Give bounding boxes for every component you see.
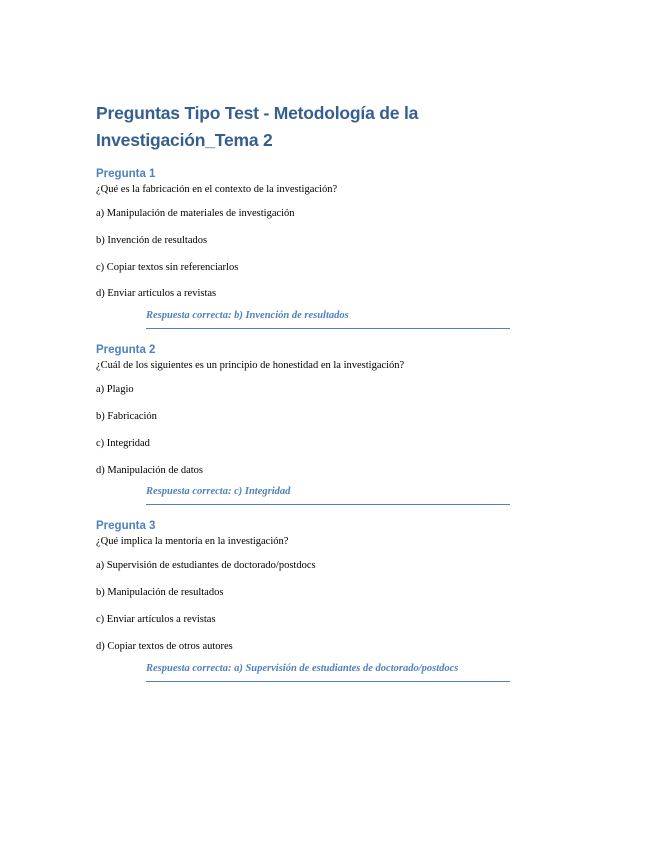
answer-option: b) Fabricación: [96, 410, 157, 422]
question-text: ¿Qué implica la mentoría en la investigación?: [96, 536, 289, 548]
question-heading: Pregunta 1: [96, 168, 156, 180]
answer-option: c) Copiar textos sin referenciarlos: [96, 261, 239, 273]
correct-answer: Respuesta correcta: a) Supervisión de estudiantes de doctorado/postdocs: [146, 661, 510, 682]
correct-answer: Respuesta correcta: c) Integridad: [146, 484, 510, 505]
answer-option: a) Supervisión de estudiantes de doctorado/postdocs: [96, 560, 316, 572]
answer-option: c) Enviar artículos a revistas: [96, 613, 216, 625]
question-text: ¿Cuál de los siguientes es un principio de honestidad en la investigación?: [96, 360, 405, 372]
answer-option: d) Manipulación de datos: [96, 464, 204, 476]
answer-option: d) Enviar artículos a revistas: [96, 288, 217, 300]
question-heading: Pregunta 3: [96, 520, 156, 533]
question-heading: Pregunta 2: [96, 344, 156, 357]
answer-option: a) Plagio: [96, 384, 134, 396]
correct-answer: Respuesta correcta: b) Invención de resultados: [146, 308, 510, 329]
question-block: [96, 519, 516, 681]
answer-option: c) Integridad: [96, 437, 150, 449]
page-title: Preguntas Tipo Test - Metodología de la Investigación_Tema 2: [96, 103, 419, 150]
answer-option: b) Invención de resultados: [96, 234, 208, 246]
question-text: ¿Qué es la fabricación en el contexto de la investigación?: [96, 184, 338, 195]
document-page: [96, 100, 516, 696]
answer-option: b) Manipulación de resultados: [96, 587, 224, 599]
answer-option: d) Copiar textos de otros autores: [96, 640, 233, 652]
question-block: [96, 167, 516, 329]
answer-option: a) Manipulación de materiales de investigación: [96, 208, 295, 219]
question-block: [96, 343, 516, 505]
